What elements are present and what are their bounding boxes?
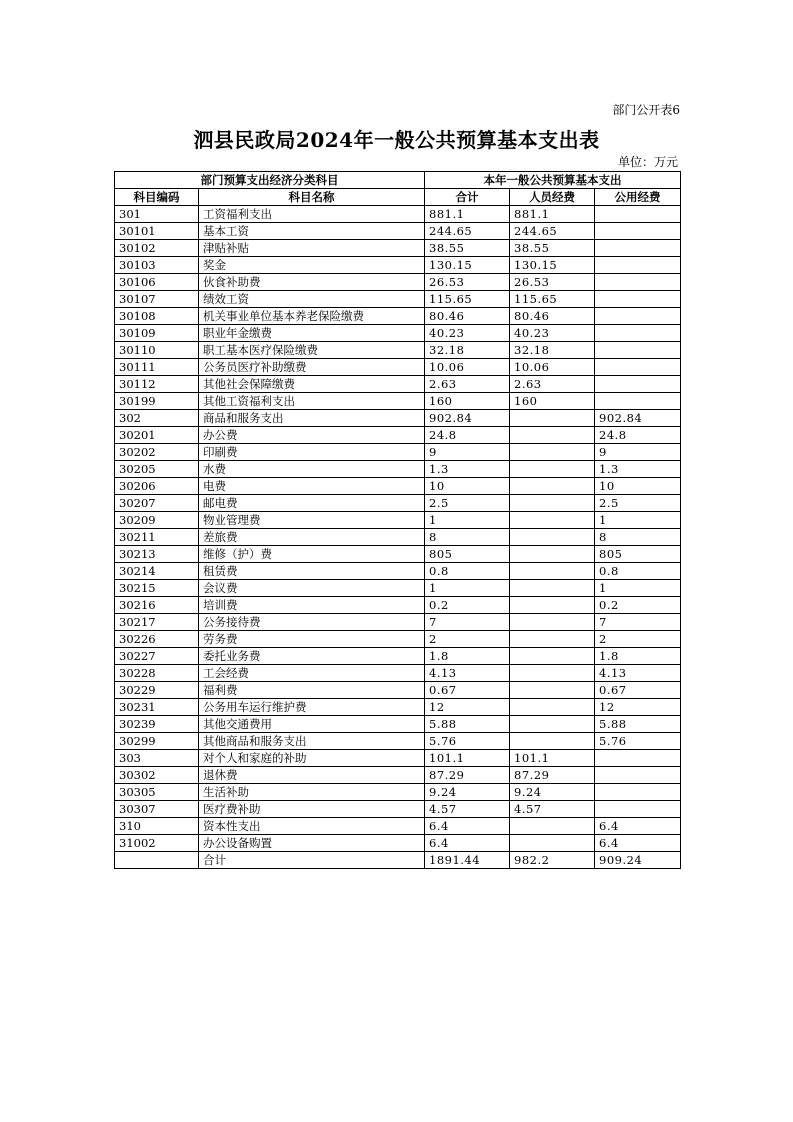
- table-row: [115, 750, 681, 767]
- row-total: 32.18: [425, 342, 510, 359]
- total-row-label: 合计: [199, 852, 425, 869]
- row-total: 0.67: [425, 682, 510, 699]
- row-code: 30307: [115, 801, 199, 818]
- table-row: [115, 835, 681, 852]
- table-row: [115, 818, 681, 835]
- row-code: 310: [115, 818, 199, 835]
- row-total: 5.88: [425, 716, 510, 733]
- row-personnel: [510, 716, 595, 733]
- row-name: 维修（护）费: [199, 546, 425, 563]
- table-row: [115, 546, 681, 563]
- row-name: 其他社会保障缴费: [199, 376, 425, 393]
- group-header-classification: 部门预算支出经济分类科目: [115, 172, 425, 189]
- row-name: 培训费: [199, 597, 425, 614]
- row-personnel: [510, 835, 595, 852]
- row-total: 881.1: [425, 206, 510, 223]
- table-row: [115, 801, 681, 818]
- row-public: 1: [595, 580, 681, 597]
- table-row: [115, 529, 681, 546]
- row-public: [595, 308, 681, 325]
- row-public: 2.5: [595, 495, 681, 512]
- row-name: 差旅费: [199, 529, 425, 546]
- row-code: 30229: [115, 682, 199, 699]
- row-name: 退休费: [199, 767, 425, 784]
- row-code: 31002: [115, 835, 199, 852]
- column-header-code: 科目编码: [115, 189, 199, 206]
- row-name: 办公设备购置: [199, 835, 425, 852]
- row-code: 30227: [115, 648, 199, 665]
- row-total: 0.2: [425, 597, 510, 614]
- row-code: 30228: [115, 665, 199, 682]
- row-total: 160: [425, 393, 510, 410]
- unit-label: 单位：万元: [617, 155, 678, 169]
- row-total: 5.76: [425, 733, 510, 750]
- row-name: 资本性支出: [199, 818, 425, 835]
- row-total: 2: [425, 631, 510, 648]
- row-public: 902.84: [595, 410, 681, 427]
- row-total: 38.55: [425, 240, 510, 257]
- table-row: [115, 393, 681, 410]
- row-public: 10: [595, 478, 681, 495]
- total-row-code: [115, 852, 199, 869]
- row-name: 奖金: [199, 257, 425, 274]
- row-personnel: [510, 818, 595, 835]
- row-personnel: [510, 427, 595, 444]
- row-name: 公务员医疗补助缴费: [199, 359, 425, 376]
- row-name: 对个人和家庭的补助: [199, 750, 425, 767]
- row-public: 24.8: [595, 427, 681, 444]
- row-total: 1.8: [425, 648, 510, 665]
- row-personnel: 101.1: [510, 750, 595, 767]
- row-total: 2.63: [425, 376, 510, 393]
- table-row: [115, 478, 681, 495]
- row-public: 0.8: [595, 563, 681, 580]
- row-code: 30215: [115, 580, 199, 597]
- row-total: 9: [425, 444, 510, 461]
- row-personnel: [510, 461, 595, 478]
- row-public: 5.76: [595, 733, 681, 750]
- row-total: 101.1: [425, 750, 510, 767]
- table-row: [115, 563, 681, 580]
- row-name: 办公费: [199, 427, 425, 444]
- row-total: 6.4: [425, 818, 510, 835]
- row-total: 26.53: [425, 274, 510, 291]
- table-row: [115, 291, 681, 308]
- table-row: [115, 342, 681, 359]
- row-total: 40.23: [425, 325, 510, 342]
- row-personnel: 87.29: [510, 767, 595, 784]
- row-name: 伙食补助费: [199, 274, 425, 291]
- row-personnel: 26.53: [510, 274, 595, 291]
- row-public: [595, 240, 681, 257]
- row-public: 805: [595, 546, 681, 563]
- row-personnel: [510, 648, 595, 665]
- row-personnel: [510, 563, 595, 580]
- row-code: 30302: [115, 767, 199, 784]
- table-row: [115, 325, 681, 342]
- row-personnel: [510, 682, 595, 699]
- row-code: 30207: [115, 495, 199, 512]
- row-personnel: 244.65: [510, 223, 595, 240]
- total-row: [115, 852, 681, 869]
- group-header-expenditure: 本年一般公共预算基本支出: [425, 172, 681, 189]
- row-total: 9.24: [425, 784, 510, 801]
- table-row: [115, 461, 681, 478]
- row-personnel: 115.65: [510, 291, 595, 308]
- row-code: 30108: [115, 308, 199, 325]
- table-row: [115, 597, 681, 614]
- row-personnel: 32.18: [510, 342, 595, 359]
- row-total: 130.15: [425, 257, 510, 274]
- row-code: 30214: [115, 563, 199, 580]
- row-public: [595, 325, 681, 342]
- table-row: [115, 308, 681, 325]
- row-total: 805: [425, 546, 510, 563]
- table-row: [115, 274, 681, 291]
- table-row: [115, 444, 681, 461]
- row-total: 244.65: [425, 223, 510, 240]
- row-code: 301: [115, 206, 199, 223]
- row-public: [595, 376, 681, 393]
- row-personnel: 160: [510, 393, 595, 410]
- row-code: 30205: [115, 461, 199, 478]
- row-total: 115.65: [425, 291, 510, 308]
- row-public: [595, 291, 681, 308]
- row-code: 30102: [115, 240, 199, 257]
- row-personnel: [510, 580, 595, 597]
- row-public: 12: [595, 699, 681, 716]
- row-code: 30199: [115, 393, 199, 410]
- table-row: [115, 512, 681, 529]
- table-row: [115, 376, 681, 393]
- row-total: 24.8: [425, 427, 510, 444]
- row-name: 绩效工资: [199, 291, 425, 308]
- column-header-public: 公用经费: [595, 189, 681, 206]
- column-header-name: 科目名称: [199, 189, 425, 206]
- total-row-public: 909.24: [595, 852, 681, 869]
- column-header-total: 合计: [425, 189, 510, 206]
- row-name: 机关事业单位基本养老保险缴费: [199, 308, 425, 325]
- row-total: 10.06: [425, 359, 510, 376]
- row-code: 30111: [115, 359, 199, 376]
- row-code: 30109: [115, 325, 199, 342]
- row-name: 生活补助: [199, 784, 425, 801]
- table-group-header-row: [115, 172, 681, 189]
- row-public: 6.4: [595, 818, 681, 835]
- row-public: [595, 206, 681, 223]
- table-row: [115, 223, 681, 240]
- row-name: 劳务费: [199, 631, 425, 648]
- row-public: [595, 274, 681, 291]
- row-personnel: 130.15: [510, 257, 595, 274]
- table-row: [115, 614, 681, 631]
- table-row: [115, 495, 681, 512]
- row-personnel: [510, 495, 595, 512]
- row-public: [595, 750, 681, 767]
- row-public: 5.88: [595, 716, 681, 733]
- row-name: 基本工资: [199, 223, 425, 240]
- table-row: [115, 580, 681, 597]
- table-row: [115, 784, 681, 801]
- row-personnel: 9.24: [510, 784, 595, 801]
- row-name: 商品和服务支出: [199, 410, 425, 427]
- row-public: [595, 393, 681, 410]
- doc-label: 部门公开表6: [612, 103, 680, 117]
- row-code: 30299: [115, 733, 199, 750]
- row-public: 1.8: [595, 648, 681, 665]
- row-personnel: [510, 733, 595, 750]
- table-row: [115, 716, 681, 733]
- row-public: 1.3: [595, 461, 681, 478]
- row-personnel: 881.1: [510, 206, 595, 223]
- row-total: 1: [425, 580, 510, 597]
- total-row-personnel: 982.2: [510, 852, 595, 869]
- row-public: 9: [595, 444, 681, 461]
- row-name: 职工基本医疗保险缴费: [199, 342, 425, 359]
- row-total: 7: [425, 614, 510, 631]
- row-total: 1.3: [425, 461, 510, 478]
- row-public: [595, 767, 681, 784]
- row-public: [595, 784, 681, 801]
- row-code: 30305: [115, 784, 199, 801]
- row-code: 30103: [115, 257, 199, 274]
- row-name: 会议费: [199, 580, 425, 597]
- table-column-header-row: [115, 189, 681, 206]
- row-name: 职业年金缴费: [199, 325, 425, 342]
- budget-table: [114, 171, 681, 869]
- row-name: 公务用车运行维护费: [199, 699, 425, 716]
- row-personnel: [510, 665, 595, 682]
- table-row: [115, 206, 681, 223]
- row-code: 30107: [115, 291, 199, 308]
- row-total: 8: [425, 529, 510, 546]
- table-row: [115, 665, 681, 682]
- row-total: 12: [425, 699, 510, 716]
- table-row: [115, 410, 681, 427]
- page-title: 泗县民政局2024年一般公共预算基本支出表: [193, 128, 600, 152]
- row-personnel: 80.46: [510, 308, 595, 325]
- row-name: 福利费: [199, 682, 425, 699]
- row-total: 4.57: [425, 801, 510, 818]
- table-row: [115, 767, 681, 784]
- row-public: 2: [595, 631, 681, 648]
- row-name: 租赁费: [199, 563, 425, 580]
- row-public: 7: [595, 614, 681, 631]
- row-public: [595, 257, 681, 274]
- row-personnel: [510, 410, 595, 427]
- row-total: 80.46: [425, 308, 510, 325]
- row-name: 公务接待费: [199, 614, 425, 631]
- row-code: 30101: [115, 223, 199, 240]
- column-header-personnel: 人员经费: [510, 189, 595, 206]
- row-total: 902.84: [425, 410, 510, 427]
- row-public: 1: [595, 512, 681, 529]
- row-public: 8: [595, 529, 681, 546]
- table-row: [115, 648, 681, 665]
- row-name: 物业管理费: [199, 512, 425, 529]
- row-code: 30206: [115, 478, 199, 495]
- row-code: 30231: [115, 699, 199, 716]
- row-public: [595, 359, 681, 376]
- row-public: [595, 342, 681, 359]
- table-row: [115, 682, 681, 699]
- table-body: [115, 206, 681, 852]
- row-personnel: [510, 529, 595, 546]
- row-code: 30110: [115, 342, 199, 359]
- row-code: 30209: [115, 512, 199, 529]
- table-row: [115, 427, 681, 444]
- row-personnel: 4.57: [510, 801, 595, 818]
- row-personnel: 2.63: [510, 376, 595, 393]
- row-code: 30239: [115, 716, 199, 733]
- row-total: 4.13: [425, 665, 510, 682]
- row-personnel: 10.06: [510, 359, 595, 376]
- table-row: [115, 359, 681, 376]
- row-personnel: [510, 546, 595, 563]
- row-name: 工会经费: [199, 665, 425, 682]
- row-name: 委托业务费: [199, 648, 425, 665]
- row-public: [595, 801, 681, 818]
- table-row: [115, 257, 681, 274]
- row-personnel: [510, 478, 595, 495]
- row-name: 印刷费: [199, 444, 425, 461]
- row-name: 其他商品和服务支出: [199, 733, 425, 750]
- row-code: 30211: [115, 529, 199, 546]
- row-personnel: [510, 631, 595, 648]
- row-name: 电费: [199, 478, 425, 495]
- row-name: 邮电费: [199, 495, 425, 512]
- table-row: [115, 240, 681, 257]
- row-name: 其他交通费用: [199, 716, 425, 733]
- row-code: 30213: [115, 546, 199, 563]
- row-personnel: [510, 597, 595, 614]
- row-public: 0.2: [595, 597, 681, 614]
- row-public: 4.13: [595, 665, 681, 682]
- table-row: [115, 733, 681, 750]
- row-name: 水费: [199, 461, 425, 478]
- row-personnel: [510, 699, 595, 716]
- row-name: 医疗费补助: [199, 801, 425, 818]
- row-personnel: [510, 512, 595, 529]
- row-total: 6.4: [425, 835, 510, 852]
- row-personnel: 38.55: [510, 240, 595, 257]
- row-total: 2.5: [425, 495, 510, 512]
- row-code: 30112: [115, 376, 199, 393]
- row-personnel: [510, 444, 595, 461]
- row-code: 30217: [115, 614, 199, 631]
- total-row-total: 1891.44: [425, 852, 510, 869]
- row-public: 0.67: [595, 682, 681, 699]
- row-total: 10: [425, 478, 510, 495]
- row-code: 30226: [115, 631, 199, 648]
- row-code: 30106: [115, 274, 199, 291]
- row-name: 津贴补贴: [199, 240, 425, 257]
- row-code: 30202: [115, 444, 199, 461]
- row-name: 其他工资福利支出: [199, 393, 425, 410]
- row-public: [595, 223, 681, 240]
- row-code: 303: [115, 750, 199, 767]
- table-row: [115, 631, 681, 648]
- row-total: 0.8: [425, 563, 510, 580]
- row-code: 302: [115, 410, 199, 427]
- row-name: 工资福利支出: [199, 206, 425, 223]
- table-row: [115, 699, 681, 716]
- row-code: 30216: [115, 597, 199, 614]
- row-total: 87.29: [425, 767, 510, 784]
- row-personnel: [510, 614, 595, 631]
- row-code: 30201: [115, 427, 199, 444]
- row-total: 1: [425, 512, 510, 529]
- row-personnel: 40.23: [510, 325, 595, 342]
- row-public: 6.4: [595, 835, 681, 852]
